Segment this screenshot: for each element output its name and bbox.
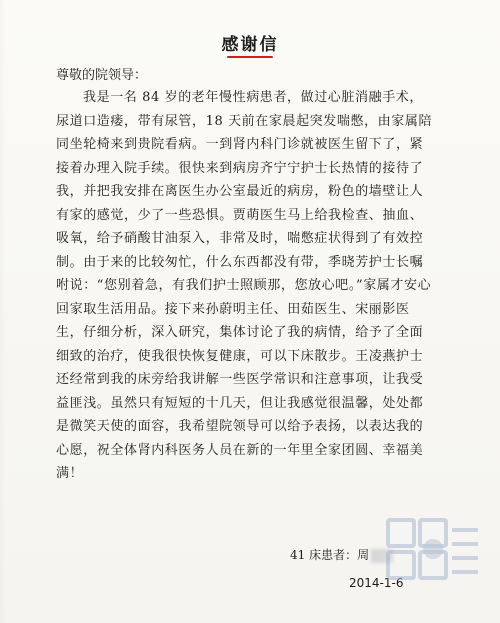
watermark-logo-icon [378, 510, 488, 590]
signature-label: 41 床患者：周 [290, 548, 370, 562]
letter-date: 2014-1-6 [349, 576, 404, 590]
letter-salutation: 尊敬的院领导： [56, 68, 148, 83]
title-underline [227, 56, 273, 58]
letter-title: 感谢信 [221, 35, 279, 55]
letter-body: 我是一名 84 岁的老年慢性病患者，做过心脏消融手术，尿道口造瘘，带有尿管，18 天前在家晨起突发喘憋，由家属陪同坐轮椅来到贵院看病。一到肾内科门诊就被医生留下了，紧接着办理入院手续。很快来到病房齐宁宁护士长热情的接待了我，并把我安排在离医生办公室最近的病房，粉色的墙壁让人有家的感觉，少了一些恐惧。贾萌医生马上给我检查、抽血、吸氧，给予硝酸甘油泵入，非常及时，喘憋症状得到了有效控制。由于来的比较匆忙，什么东西都没有带，季晓芳护士长嘱咐说：“您别着急，有我们护士照顾那，您放心吧。”家属才安心回家取生活用品。接下来孙蔚明主任、田茹医生、宋丽影医生，仔细分析，深入研究，集体讨论了我的病情，给予了全面细致的治疗，使我很快恢复健康，可以下床散步。王凌燕护士还经常到我的床旁给我讲解一些医学常识和注意事项，让我受益匪浅。虽然只有短短的十几天，但让我感觉很温馨，处处都是微笑天使的面容，我希望院领导可以给予表扬，以表达我的心愿，祝全体肾内科医务人员在新的一年里全家团圆、幸福美满！ [56, 90, 433, 481]
